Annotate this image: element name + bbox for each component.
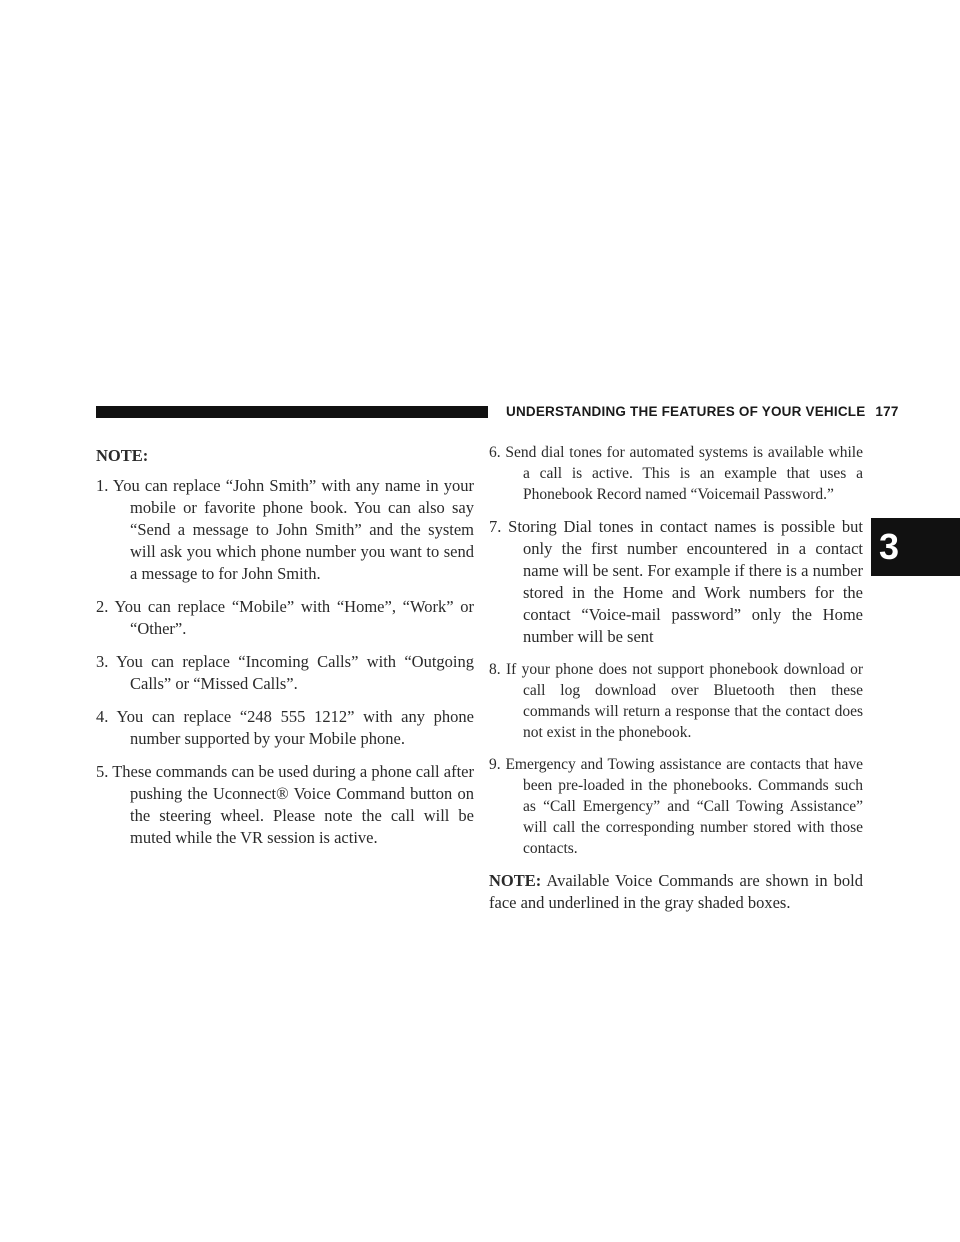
note-text: Available Voice Commands are shown in bold face and underlined in the gray shaded boxes. — [489, 871, 863, 912]
list-item-4: 4. You can replace “248 555 1212” with any phone number supported by your Mobile phone. — [96, 707, 474, 748]
list-item-5: 5. These commands can be used during a phone call after pushing the Uconnect® Voice Command button on the steering wheel. Please note the call will be muted while the VR session is active. — [96, 762, 474, 847]
section-title: UNDERSTANDING THE FEATURES OF YOUR VEHICLE — [506, 404, 866, 419]
right-column — [489, 442, 863, 914]
list-item-3: 3. You can replace “Incoming Calls” with “Outgoing Calls” or “Missed Calls”. — [96, 652, 474, 693]
left-column — [96, 445, 474, 860]
chapter-tab: 3 — [871, 518, 960, 576]
list-item-7: 7. Storing Dial tones in contact names is possible but only the first number encountered in a contact name will be sent. For example if there is a number stored in the Home and Work numbers for the contact “Voice-mail password” only the Home number will be sent — [489, 517, 863, 646]
note-heading: NOTE: — [96, 446, 149, 465]
running-header — [506, 404, 899, 419]
list-item-1: 1. You can replace “John Smith” with any name in your mobile or favorite phone book. You can also say “Send a message to John Smith” and the system will ask you which phone number you want to send a message to for John Smith. — [96, 476, 474, 583]
note-label: NOTE: — [489, 871, 542, 890]
closing-note — [489, 870, 863, 914]
list-item-2: 2. You can replace “Mobile” with “Home”, “Work” or “Other”. — [96, 597, 474, 638]
list-item-6: 6. Send dial tones for automated systems is available while a call is active. This is an example that uses a Phonebook Record named “Voicemail Password.” — [489, 444, 863, 503]
header-rule-bar — [96, 406, 488, 418]
list-item-9: 9. Emergency and Towing assistance are contacts that have been pre-loaded in the phonebooks. Commands such as “Call Emergency” and “Call Towing Assistance” will call the corresponding number stored with those contacts. — [489, 756, 863, 857]
page-number: 177 — [875, 404, 899, 419]
list-item-8: 8. If your phone does not support phonebook download or call log download over Bluetooth then these commands will return a response that the contact does not exist in the phonebook. — [489, 661, 863, 741]
